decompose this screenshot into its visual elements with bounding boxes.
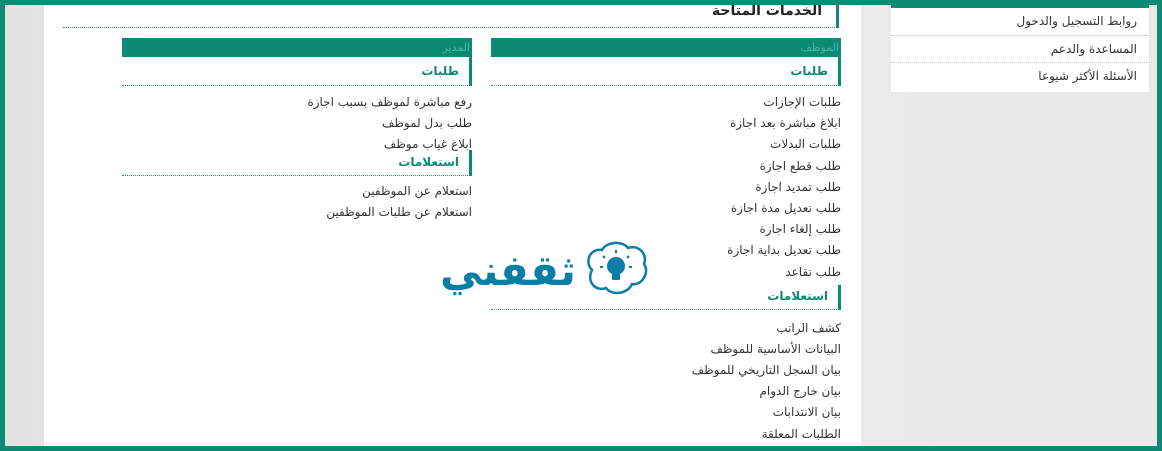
manager-inquiries-list: [122, 176, 472, 225]
link-cut-leave[interactable]: طلب قطع اجازة: [759, 158, 841, 173]
employee-inquiries-list: [491, 310, 841, 446]
link-basic-employee-data[interactable]: البيانات الأساسية للموظف: [710, 341, 841, 356]
link-modify-leave-start[interactable]: طلب تعديل بداية اجازة: [727, 243, 841, 258]
link-return-after-leave[interactable]: ابلاغ مباشرة بعد اجازة: [729, 116, 841, 131]
site-watermark: [440, 241, 640, 301]
main-content: [44, 5, 861, 446]
section-title-inquiries: استعلامات: [759, 285, 841, 310]
link-assignments-statement[interactable]: بيان الانتدابات: [772, 405, 841, 420]
link-retirement-request[interactable]: طلب تقاعد: [785, 264, 841, 279]
page-title: الخدمات المتاحة: [712, 5, 839, 28]
sidebar-item-faq[interactable]: الأسئلة الأكثر شيوعا: [1038, 69, 1137, 83]
manager-column-header: المدير: [122, 38, 472, 57]
section-title-requests: طلبات: [782, 57, 841, 86]
sidebar-item-help-support[interactable]: المساعدة والدعم: [891, 36, 1149, 64]
section-title-requests: طلبات: [413, 57, 472, 86]
manager-column: [122, 38, 472, 225]
page-title-bar: [63, 5, 839, 28]
link-leave-requests[interactable]: طلبات الإجازات: [763, 95, 841, 109]
link-pending-requests[interactable]: الطلبات المعلقة: [761, 426, 841, 441]
link-cancel-leave[interactable]: طلب إلغاء اجازة: [759, 222, 841, 237]
section-title-bar: [122, 150, 472, 176]
section-title-bar: [122, 57, 472, 86]
link-report-absence[interactable]: ابلاغ غياب موظف: [383, 137, 472, 152]
lightbulb-icon: [582, 240, 650, 302]
link-employee-inquiry[interactable]: استعلام عن الموظفين: [362, 183, 472, 198]
watermark-text: ثقفني: [440, 246, 576, 295]
page-frame: [5, 5, 1157, 446]
section-title-bar: [491, 57, 841, 86]
link-salary-statement[interactable]: كشف الراتب: [776, 320, 841, 335]
link-overtime-statement[interactable]: بيان خارج الدوام: [759, 384, 841, 399]
link-employee-requests-inquiry[interactable]: استعلام عن طلبات الموظفين: [326, 204, 472, 219]
link-employee-history[interactable]: بيان السجل التاريخي للموظف: [691, 363, 841, 378]
link-extend-leave[interactable]: طلب تمديد اجازة: [755, 179, 841, 194]
sidebar-item-login-links[interactable]: روابط التسجيل والدخول: [891, 8, 1149, 36]
link-modify-leave-duration[interactable]: طلب تعديل مدة اجازة: [730, 200, 841, 215]
link-employee-allowance[interactable]: طلب بدل لموظف: [381, 116, 472, 131]
employee-column-header: الموظف: [491, 38, 841, 57]
sidebar-menu: [891, 5, 1149, 92]
manager-requests-list: [122, 86, 472, 158]
link-report-return-for-employee[interactable]: رفع مباشرة لموظف بسبب اجازة: [307, 95, 472, 109]
link-allowance-requests[interactable]: طلبات البدلات: [770, 137, 841, 152]
section-title-inquiries: استعلامات: [390, 150, 472, 176]
